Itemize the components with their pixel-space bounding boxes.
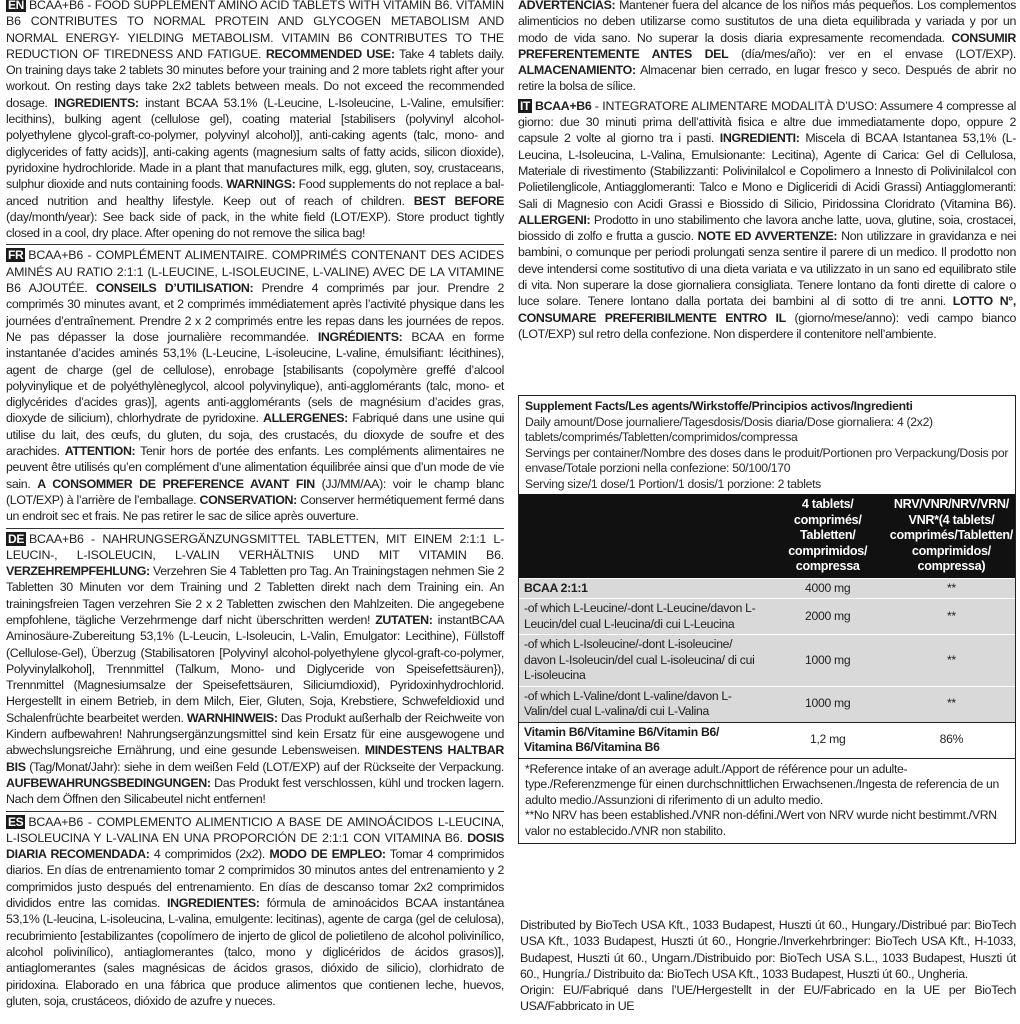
fr-best-label: A CONSOMMER DE PREFERENCE AVANT FIN (37, 476, 315, 491)
fr-att-text: Tenir hors de portée des enfants. Les compléments alimentaires ne peuvent être utilisés qu’en complément d’une alimentation équilibrée ainsi que d’un mode de vie sain. (6, 444, 505, 491)
footnote-no-nrv: **No NRV has been established./VNR non-défini./Wert von NRV wurde nicht bestimmt./VRN valor no establecido./VNR non stabilito. (525, 808, 997, 838)
it-use-text: Assumere 4 compresse al giorno: due 30 minuti prima dell’attività fisica e altre due immediatamente dopo, oppure 2 capsule 2 volte al giorno tra i pasti. (518, 98, 1016, 146)
facts-header-row (519, 494, 1015, 578)
en-best-label: BEST BEFORE (413, 193, 504, 208)
es-language-tag: ES (8, 814, 24, 829)
row-nrv: ** (888, 686, 1015, 722)
fr-cons-text: Conserver hermétiquement fermé dans un endroit sec et frais. Ne pas retirer le sac de silice après ouverture. (6, 492, 505, 524)
row-name: BCAA 2:1:1 (519, 578, 768, 599)
en-ing-text: instant BCAA 53.1% (L-Leucine, L-Isoleucine, L-Valine, emulsifier: lecithins), bulking agent (cellulose gel), coating material [stabilisers (polyvinyl alcohol-polyethylene glycol-graft-co-polymer, polyvinyl alcohol)], anti-caking agents (talc, mono- and diglycerides of fatty acids)], anti-caking agents (magnesium salts of fatty acids, silicon dioxide), pyridoxine hydrochloride. Made in a plant that manufactures milk, egg, gluten, soy, crustaceans, sulphur dioxide and nuts containing foods. (6, 95, 504, 192)
es-stor-text: Almacenar bien cerrado, en lugar fresco y seco. Después de abrir no retire la bolsa de sílice. (518, 63, 1016, 94)
facts-title: Supplement Facts/Les agents/Wirkstoffe/Principios activos/Ingredienti (525, 399, 913, 413)
it-all-text: Prodotto in uno stabilimento che lavora anche latte, uova, glutine, soia, crostacei, biossido di zolfo e frutta a guscio. (518, 212, 1016, 244)
es-use-label: MODO DE EMPLEO: (269, 847, 386, 862)
row-name: Vitamin B6/Vitamine B6/Vitamin B6/ Vitamina B6/Vitamina B6 (519, 722, 768, 758)
facts-servings: Servings per container/Nombre des doses dans le produit/Portionen pro Verpackung/Dosis por envase/Totale porzioni nella confezione: 50/100/170 (525, 445, 1009, 475)
fr-all-label: ALLERGENES: (262, 411, 348, 426)
facts-header-nrv: NRV/VNR/NRV/VRN/ VNR*(4 tablets/ comprimés/Tabletten/ comprimidos/ compressa) (888, 494, 1015, 578)
es-best-text: (día/mes/año): ver en el envase (LOT/EXP). (741, 46, 1016, 61)
it-note-label: NOTE ED AVVERTENZE: (697, 229, 838, 244)
row-name: -of which L-Valine/dont L-valine/davon L-Valin/del cual L-valina/di cui L-Valina (519, 686, 768, 722)
en-section (6, 0, 504, 241)
de-ing-label: ZUTATEN: (375, 612, 433, 627)
row-amount: 1,2 mg (768, 722, 888, 758)
table-row (519, 578, 1015, 599)
en-warn-text: Food supplements do not replace a bal- anced nutrition and healthy lifestyle. Keep out of reach of children. (6, 177, 505, 208)
distributor-text: Distributed by BioTech USA Kft., 1033 Budapest, Huszti út 60., Hungary./Distribué par: BioTech USA Kft., 1033 Budapest, Huszti út 60., Hongrie./Inverkehrbringer: BioTech USA Kft., H-1033, Budapest, Huszti út 60., Ungarn./Distribuido por: BioTech USA S.L., 1033 Budapest, Huszti út 60., Hungría./ Distribuito da: BioTech USA Kft., 1033 Budapest, Huszti út 60., Ungheria. (520, 918, 1016, 981)
it-note-text: Non utilizzare in gravidanza e nei bambini, o comunque per periodi prolungati senza sentire il parere di un medico. Il prodotto non deve intendersi come sostitutivo di una dieta variata e va utilizzato in un sano ed equilibrato stile di vita. Non superare la dose giornaliera consigliata. Tenere lontano da fonti dirette di calore o luce solare. Tenere lontano dalla portata dei bambini al di sotto di tre anni. (518, 229, 1016, 309)
en-heading: BCAA+B6 - FOOD SUPPLEMENT AMINO ACID TABLETS WITH VITAMIN B6. VITAMIN B6 CONTRIBUTES TO NORMAL PROTEIN AND GLYCOGEN METABOLISM AND NORMAL ENERGY- YIELDING METABOLISM. VITAMIN B6 CONTRIBUTES TO THE REDUCTION OF TIREDNESS AND FATIGUE. (6, 0, 504, 61)
fr-cons-label: CONSERVATION: (199, 492, 297, 507)
en-ing-label: INGREDIENTS: (54, 95, 139, 110)
it-heading-bold: BCAA+B6 (534, 98, 592, 113)
it-section (518, 98, 1016, 342)
en-best-text: (day/month/year): See back side of pack, in the white field (LOT/EXP). Store product tightly closed in a cool, dry place. After opening do not remove the silica bag! (6, 209, 504, 241)
supplement-facts-panel (518, 395, 1016, 844)
fr-section (6, 247, 504, 524)
table-row (519, 722, 1015, 758)
es-section-continued (518, 0, 1016, 95)
facts-table (519, 494, 1015, 758)
facts-footnotes (519, 758, 1015, 844)
left-column (6, 0, 504, 1009)
fr-language-tag: FR (8, 248, 24, 263)
origin-text: Origin: EU/Fabriqué dans l’UE/Hergestellt in der EU/Fabricado en la UE per BioTech USA/Fabbricato in UE (520, 983, 1016, 1014)
fr-rec-label: CONSEILS D’UTILISATION: (95, 281, 254, 296)
en-warn-label: WARNINGS: (226, 177, 296, 192)
es-adv-label: ADVERTENCIAS: (518, 0, 616, 12)
row-nrv: ** (888, 635, 1015, 687)
de-stor-label: AUFBEWAHRUNGSBEDINGUNGEN: (6, 775, 211, 790)
es-stor-label: ALMACENAMIENTO: (518, 63, 636, 78)
de-language-tag: DE (8, 531, 24, 546)
footnote-reference-intake: *Reference intake of an average adult./Apport de référence pour un adulte-type./Referenzmenge für einen durchschnittlichen Erwachsenen./Ingesta de referencia de un adulto medio./Assunzioni di riferimento di un adulto medio. (525, 761, 999, 807)
facts-header-blank (519, 494, 768, 578)
it-lot-text: (giorno/mese/anno): vedi campo bianco (LOT/EXP) sul retro della confezione. Non disperdere il contenitore nell’ambiente. (518, 310, 1017, 341)
row-nrv: ** (888, 578, 1015, 599)
es-ing-text: fórmula de aminoácidos BCAA instantánea 53,1% (L-leucina, L-isoleucina, L-valina, emulgente: lecitinas), agente de carga (gel de celulosa), recubrimiento [estabilizantes (copolímero de injerto de glicol de polietileno de alcohol polivinílico, alcohol polivinílico), antiaglomerantes (talco, mono y diglicéridos de ácidos grasos)], antiaglomerantes (sales magnésicas de ácidos grasos, dióxido de silicio), clorhidrato de piridoxina. Elaborado en una fábrica que produce alimentos que contienen leche, huevos, gluten, soja, crustáceos, dióxido de azufre y nueces. (6, 896, 505, 1008)
es-ing-label: INGREDIENTES: (167, 896, 260, 911)
de-warn-text: Das Produkt außerhalb der Reichweite von Kindern aufbewahren! Nahrungsergänzungsmittel sind kein Ersatz für eine ausgewogene und abwechslungsreiche Ernährung, und eine gesunde Lebensweisen. (6, 710, 505, 758)
spacer (518, 96, 1016, 97)
facts-daily-amount: Daily amount/Dose journaliere/Tagesdosis/Dosis diaria/Dose giornaliera: 4 (2x2) tablets/comprimés/Tabletten/comprimidos/compressa (525, 414, 933, 444)
fr-rec-text: Prendre 4 comprimés par jour. Prendre 2 comprimés 30 minutes avant, et 2 comprimés immédiatement après l’activité physique dans les journées d’entraînement. Prendre 2 x 2 comprimés entre les repas dans les journées de repos. Ne pas dépasser la dose journalière recommandée. (6, 281, 505, 344)
it-heading: - INTEGRATORE ALIMENTARE MODALITÀ D’USO: (594, 98, 878, 113)
de-warn-label: WARNHINWEIS: (186, 710, 278, 725)
fr-att-label: ATTENTION: (64, 444, 136, 459)
divider (6, 811, 504, 812)
row-name: -of which L-Isoleucine/-dont L-isoleucine/ davon L-Isoleucin/del cual L-isoleucina/ di cui L-isoleucina (519, 635, 768, 687)
row-amount: 1000 mg (768, 635, 888, 687)
de-rec-label: VERZEHREMPFEHLUNG: (6, 564, 150, 579)
de-ing-text: instantBCAA Aminosäure-Zubereitung 53,1% (L-Leucin, L-Isoleucin, L-Valin, Emulgator: Lecithine), Füllstoff (Cellulose-Gel), Überzug (Stabilisatoren [Polyvinyl alcohol-polyethylene glycol-graft-co-polymer, Polyvinylalkohol], Trennmittel (Talkum, Mono- und Diglyceride von Speisefettsäuren}), Trennmittel (Magnesiumsalze der Speisefettsäuren, Siliciumdioxid), Pyridoxinhydrochlorid. Hergestellt in einem Betrieb, in dem Milch, Eier, Gluten, Soja, Krebstiere, Schwefeldioxid und Schalenfrüchte bearbeitet werden. (6, 612, 505, 725)
row-amount: 1000 mg (768, 686, 888, 722)
fr-heading: BCAA+B6 - COMPLÉMENT ALIMENTAIRE. COMPRIMÉS CONTENANT DES ACIDES AMINÉS AU RATIO 2:1:1 (L-LEUCINE, L-ISOLEUCINE, L-VALINE) AVEC DE LA VITAMINE B6 AJOUTÉE. (6, 248, 504, 296)
de-heading: BCAA+B6 - NAHRUNGSERGÄNZUNGSMITTEL TABLETTEN, MIT EINEM 2:1:1 L-LEUCIN-, L-ISOLEUCIN, L-VALIN VERHÄLTNIS UND MIT VITAMIN B6. (6, 531, 504, 562)
fr-ing-label: INGRÉDIENTS: (317, 329, 403, 344)
right-column (518, 0, 1016, 342)
table-row (519, 599, 1015, 635)
row-nrv: ** (888, 599, 1015, 635)
divider (6, 244, 504, 245)
table-row (519, 635, 1015, 687)
es-adv-text: Mantener fuera del alcance de los niños más pequeños. Los complementos alimenticios no deben utilizarse como sustitutos de una dieta equilibrada y variada y por un modo de vida sano. No superar la dosis diaria expresamente recomendada. (518, 0, 1017, 45)
divider (6, 528, 504, 529)
de-best-text: (Tag/Monat/Jahr): siehe in dem weißen Feld (LOT/EXP) auf der Rückseite der Verpackung. (29, 759, 505, 774)
es-dose-text: 4 comprimidos (2x2). (153, 847, 265, 862)
es-use-text: Tomar 4 comprimidos diarios. En días de entrenamiento tomar 2 comprimidos 30 minutos antes del entrenamiento y 2 comprimidos justo después del entrenamiento. En días de descanso tomar 2x2 comprimidos divididos entre las comidas. (6, 847, 505, 911)
it-ing-label: INGREDIENTI: (719, 131, 800, 146)
distributor-block (520, 917, 1016, 1015)
row-amount: 2000 mg (768, 599, 888, 635)
es-dose-label: DOSIS DIARIA RECOMENDADA: (6, 830, 504, 862)
de-best-label: MINDESTENS HALTBAR BIS (6, 743, 504, 774)
facts-serving-size: Serving size/1 dose/1 Portion/1 dosis/1 porzione: 2 tablets (525, 476, 821, 491)
it-ing-text: Miscela di BCAA Istantanea 53,1% (L-Leucina, L-Isoleucina, L-Valina, Emulsionante: Lecitina), Agente di Carica: Gel di Cellulosa, Materiale di rivestimento (Stabilizzanti: Polivinilalcol e Copolimero a Innesto di Polivinilalcol con Polietilenglicole, Antiagglomeranti: Talco e Mono e Digliceridi di Acidi Grassi) Antiagglomeranti: Sali di Magnesio con Acidi Grassi e Biossido di Silicio, Piridossina Cloridrato (Vitamina B6). (518, 131, 1017, 211)
row-name: -of which L-Leucine/-dont L-Leucine/davon L-Leucin/del cual L-leucina/di cui L-Leucina (519, 599, 768, 635)
es-section (6, 814, 504, 1010)
it-lot-label: LOTTO N°, CONSUMARE PREFERIBILMENTE ENTRO IL (518, 294, 1016, 325)
es-heading: BCAA+B6 - COMPLEMENTO ALIMENTICIO A BASE DE AMINOÁCIDOS L-LEUCINA, L-ISOLEUCINA Y L-VALINA EN UNA PROPORCIÓN DE 2:1:1 CON VITAMINA B6. (6, 814, 504, 845)
table-row (519, 686, 1015, 722)
facts-header (519, 396, 1015, 494)
fr-ing-text: BCAA en forme instantanée d’acides aminés 53,1% (L-Leucine, L-isoleucine, L-valine, émulsifiant: lécithines), agent de charge (gel de cellulose), enrobage [stabilisants (copolymère greffé d’alcool polyvinylique et de polyéthylèneglycol, alcool polyvinylique), anti-agglomérants (talc, mono- et diglycérides d’acides gras)], agents anti-agglomérants (sels de magnésium d’acides gras, dioxyde de silicium), chlorhydrate de pyridoxine. (6, 329, 505, 426)
fr-all-text: Fabriqué dans une usine qui utilise du lait, des œufs, du gluten, du soja, des crustacés, du dioxyde de soufre et des arachides. (6, 411, 505, 459)
en-rec-label: RECOMMENDED USE: (265, 46, 395, 61)
de-stor-text: Das Produkt fest verschlossen, kühl und trocken lagern. Nach dem Öffnen den Silicabeutel nicht entfernen! (6, 775, 505, 807)
en-language-tag: EN (8, 0, 24, 12)
fr-best-text: (JJ/MM/AA): voir le champ blanc (LOT/EXP) à l’arrière de l’emballage. (6, 476, 504, 507)
de-section (6, 531, 504, 808)
de-rec-text: Verzehren Sie 4 Tabletten pro Tag. An Trainingstagen nehmen Sie 2 Tabletten 30 Minuten vor dem Training und 2 Tabletten direkt nach dem Training ein. An trainingsfreien Tagen verzehren Sie 2 x 2 Tabletten zwischen den Mahlzeiten. Die angegebene empfohlene, tägliche Verzehrmenge darf nicht überschritten werden! (6, 564, 504, 627)
en-rec-text: Take 4 tablets daily. On training days take 2 tablets 30 minutes before your training and 2 more tablets right after your workout. On resting days take 2x2 tablets between meals. Do not exceed the recommended dosage. (6, 46, 504, 110)
it-all-label: ALLERGENI: (518, 212, 591, 227)
row-nrv: 86% (888, 722, 1015, 758)
es-best-label: CONSUMIR PREFERENTEMENTE ANTES DEL (518, 30, 1017, 61)
facts-header-amount: 4 tablets/ comprimés/ Tabletten/ comprimidos/ compressa (768, 494, 888, 578)
it-language-tag: IT (520, 98, 530, 113)
row-amount: 4000 mg (768, 578, 888, 599)
